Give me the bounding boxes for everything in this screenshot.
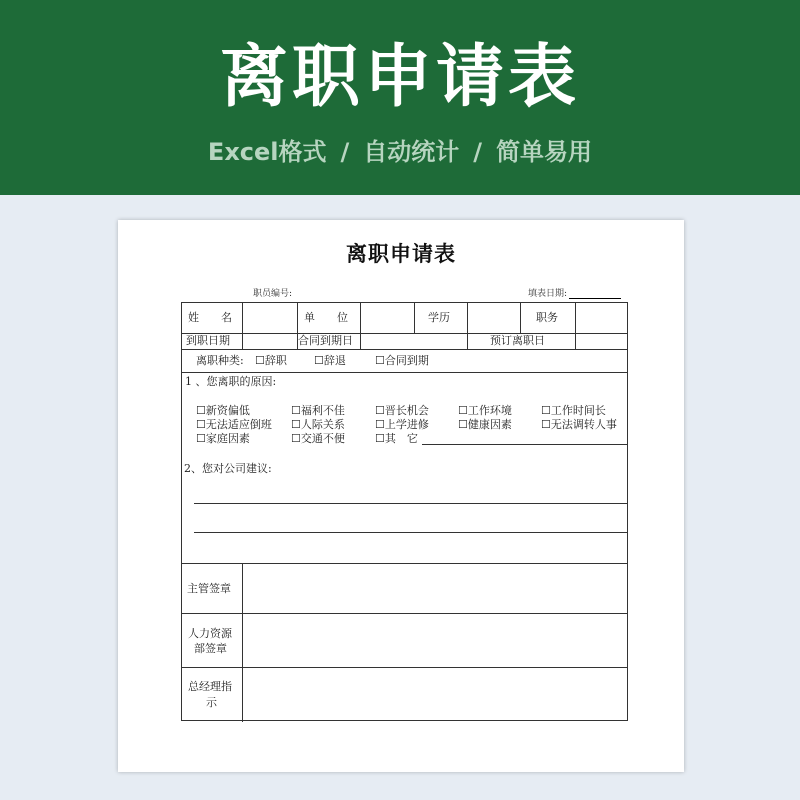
column-divider	[242, 303, 243, 349]
row-divider	[182, 372, 627, 373]
checkbox-reason[interactable]: ☐无法适应倒班	[196, 418, 272, 431]
checkbox-reason[interactable]: ☐无法调转人事	[541, 418, 617, 431]
checkbox-contract-expired[interactable]: ☐合同到期	[375, 354, 429, 367]
checkbox-reason[interactable]: ☐家庭因素	[196, 432, 250, 445]
suggestion-line[interactable]	[194, 503, 627, 504]
row-divider	[182, 333, 627, 334]
form-paper	[118, 220, 684, 772]
contract-end-label: 合同到期日	[298, 334, 353, 347]
checkbox-reason-other[interactable]: ☐其 它	[375, 432, 418, 445]
name-label: 姓 名	[188, 311, 232, 324]
subtitle-format: Excel格式	[207, 138, 327, 166]
column-divider	[520, 303, 521, 333]
suggestion-line[interactable]	[194, 532, 627, 533]
subtitle-separator: /	[473, 138, 483, 166]
header-banner	[0, 0, 800, 195]
column-divider	[467, 303, 468, 349]
subtitle-easy-use: 简单易用	[496, 138, 593, 166]
document-title: 离职申请表	[346, 241, 456, 266]
gm-instruction-label-line1: 总经理指	[188, 680, 232, 693]
other-reason-line[interactable]	[422, 444, 627, 445]
resignation-type-label: 离职种类:	[196, 354, 244, 367]
employee-id-label: 职员编号:	[253, 289, 293, 299]
row-divider	[182, 613, 627, 614]
checkbox-reason[interactable]: ☐健康因素	[458, 418, 512, 431]
gm-instruction-label-line2: 示	[206, 696, 217, 709]
checkbox-reason[interactable]: ☐工作环境	[458, 404, 512, 417]
checkbox-reason[interactable]: ☐新资偏低	[196, 404, 250, 417]
checkbox-reason[interactable]: ☐福利不佳	[291, 404, 345, 417]
banner-title: 离职申请表	[219, 38, 580, 117]
checkbox-reason[interactable]: ☐上学进修	[375, 418, 429, 431]
row-divider	[182, 349, 627, 350]
supervisor-signature-label: 主管签章	[187, 582, 231, 595]
reasons-heading: 1 、您离职的原因:	[185, 375, 277, 388]
checkbox-dismissed[interactable]: ☐辞退	[314, 354, 346, 367]
checkbox-reason[interactable]: ☐工作时间长	[541, 404, 606, 417]
planned-leave-label: 预订离职日	[490, 334, 545, 347]
hr-signature-label-line1: 人力资源	[188, 627, 232, 640]
fill-date-underline[interactable]	[569, 290, 621, 299]
join-date-label: 到职日期	[186, 334, 230, 347]
checkbox-reason[interactable]: ☐人际关系	[291, 418, 345, 431]
subtitle-separator: /	[340, 138, 350, 166]
checkbox-resign[interactable]: ☐辞职	[255, 354, 287, 367]
resignation-form-table	[181, 302, 628, 721]
subtitle-auto-stats: 自动统计	[363, 138, 460, 166]
education-label: 学历	[428, 311, 450, 324]
hr-signature-label-line2: 部签章	[194, 642, 227, 655]
column-divider	[414, 303, 415, 333]
fill-date-label: 填表日期:	[528, 289, 568, 299]
banner-subtitle	[0, 137, 800, 167]
position-label: 职务	[536, 311, 558, 324]
column-divider	[360, 303, 361, 349]
row-divider	[182, 563, 627, 564]
checkbox-reason[interactable]: ☐晋长机会	[375, 404, 429, 417]
fill-date-field	[528, 286, 621, 299]
column-divider	[242, 563, 243, 722]
unit-label: 单 位	[304, 311, 348, 324]
suggestion-heading: 2、您对公司建议:	[184, 462, 272, 475]
column-divider	[575, 303, 576, 349]
checkbox-reason[interactable]: ☐交通不便	[291, 432, 345, 445]
row-divider	[182, 667, 627, 668]
